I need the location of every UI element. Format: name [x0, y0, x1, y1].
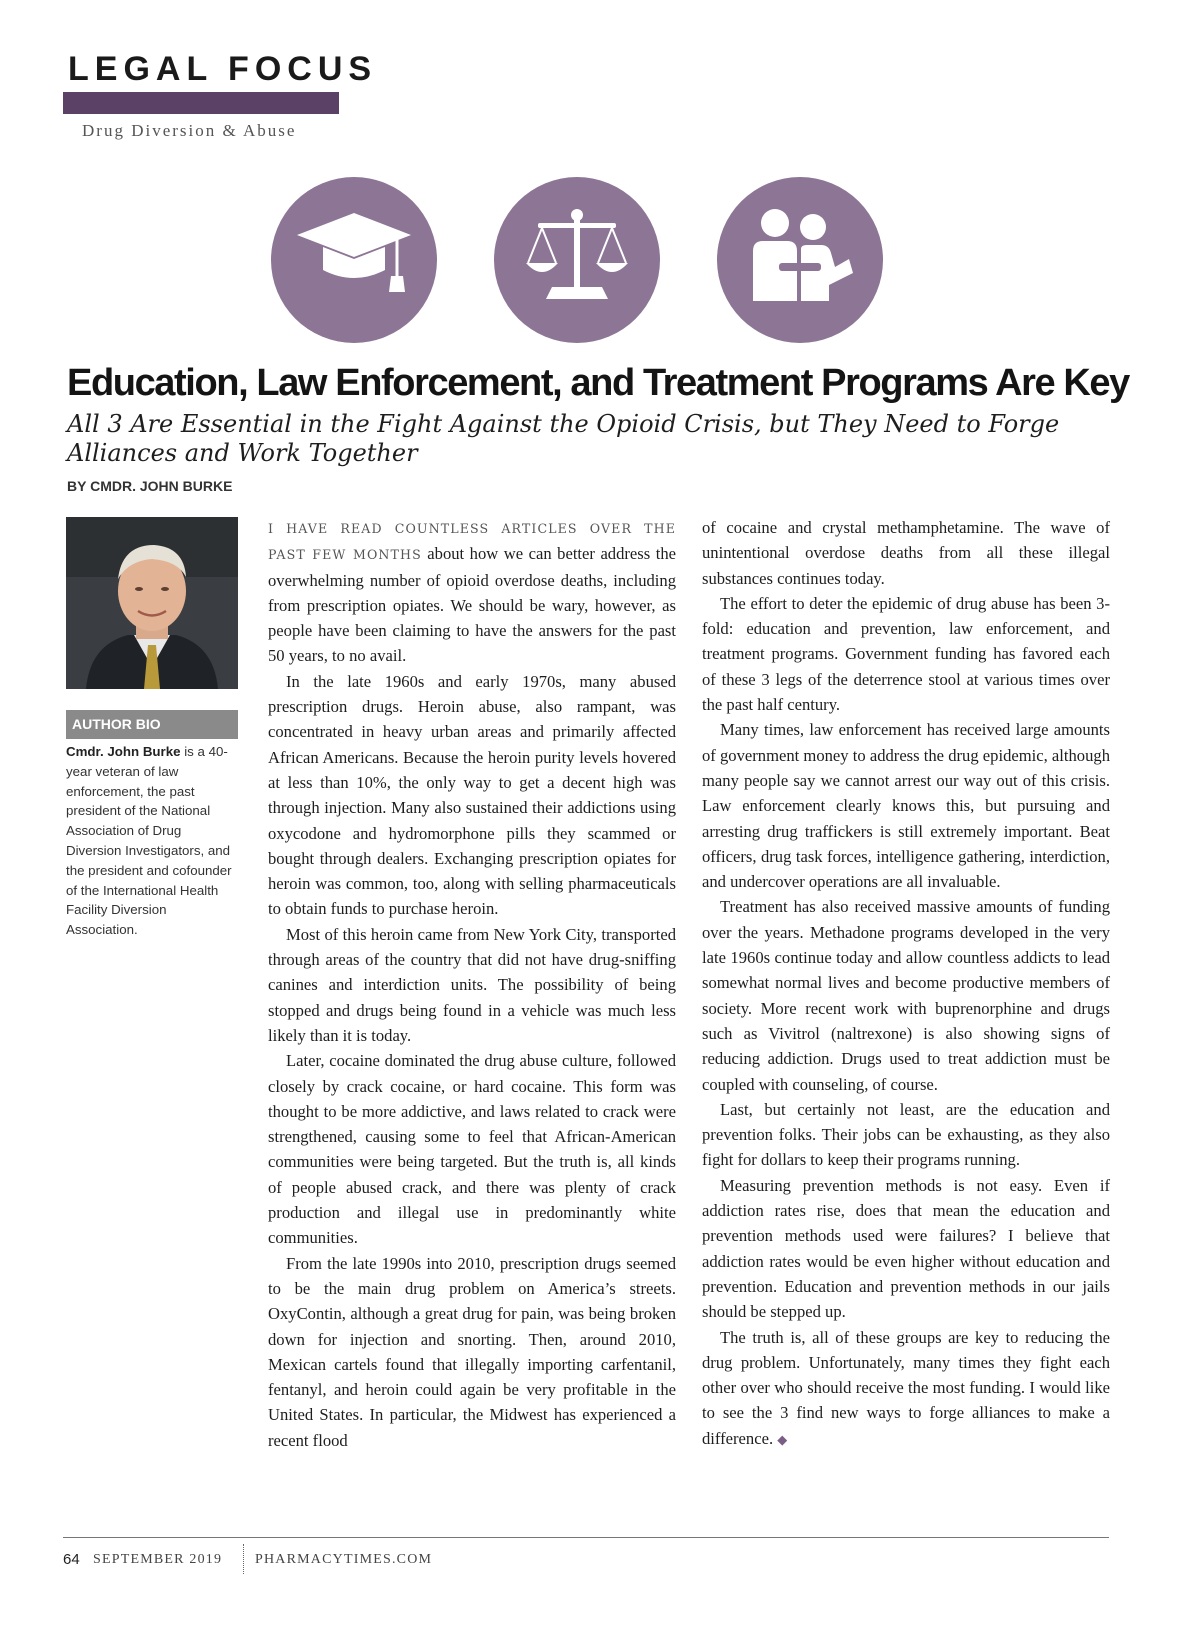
- footer-separator: [243, 1544, 244, 1574]
- author-name: Cmdr. John Burke: [66, 744, 181, 759]
- paragraph: Most of this heroin came from New York City, transported through areas of the country that did not have drug-sniffing canines and interdiction units. The possibility of being stopped and drugs being found in a vehicle was much less likely than it is today.: [268, 924, 676, 1045]
- paragraph: The effort to deter the epidemic of drug abuse has been 3-fold: education and prevention, law enforcement, and treatment programs. Government funding has favored each of these 3 legs of the deterrence stool at various times over the past half century.: [702, 593, 1110, 715]
- paragraph: of cocaine and crystal methamphetamine. The wave of unintentional overdose deaths from all these illegal substances continues today.: [702, 518, 1110, 588]
- paragraph: Measuring prevention methods is not easy. Even if addiction rates rise, does that mean the education and prevention methods used were failures? I believe that addiction rates would be even higher without education and prevention. Education and prevention methods in our jails should be stepped up.: [702, 1175, 1110, 1322]
- article-column-1: [268, 515, 676, 1453]
- author-bio-description: is a 40-year veteran of law enforcement, the past president of the National Association of Drug Diversion Investigators, and the president and cofounder of the International Health Facility Diversion Association.: [66, 744, 232, 938]
- paragraph: From the late 1990s into 2010, prescription drugs seemed to be the main drug problem on America’s streets. OxyContin, although a great drug for pain, was being broken down for injection and snorting. Then, around 2010, Mexican cartels found that illegally importing carfentanil, fentanyl, and heroin could again be very profitable in the United States. In particular, the Midwest has experienced a recent flood: [268, 1253, 676, 1450]
- paragraph: Many times, law enforcement has received large amounts of government money to address the drug epidemic, although many people say we cannot arrest our way out of this crisis. Law enforcement clearly knows this, but pursuing and arresting drug traffickers is still extremely important. Beat officers, drug task forces, intelligence gathering, interdiction, and undercover operations are all invaluable.: [702, 720, 1110, 892]
- article-subtitle: All 3 Are Essential in the Fight Against the Opioid Crisis, but They Need to Forge Alliances and Work Together: [67, 410, 1060, 467]
- scales-of-justice-icon: [494, 177, 660, 343]
- support-people-icon: [717, 177, 883, 343]
- issue-date: SEPTEMBER 2019: [93, 1552, 223, 1567]
- section-accent-bar: [63, 92, 339, 114]
- page-number: 64: [63, 1551, 80, 1568]
- article-column-2: [702, 515, 1110, 1452]
- paragraph: [702, 1325, 1110, 1452]
- paragraph: Treatment has also received massive amounts of funding over the years. Methadone programs developed in the very late 1960s continue today and allow countless addicts to lead somewhat normal lives and become productive members of society. More recent work with buprenorphine and drugs such as Vivitrol (naltrexone) is also showing signs of reducing addiction. Drugs used to treat addiction must be coupled with counseling, of course.: [702, 897, 1110, 1094]
- paragraph: Last, but certainly not least, are the education and prevention folks. Their jobs can be exhausting, as they also fight for dollars to keep their programs running.: [702, 1099, 1110, 1170]
- author-bio-text: [66, 742, 238, 940]
- lead-in: I HAVE READ COUNTLESS ARTICLES OVER THE PAST FEW MONTHS: [268, 521, 676, 563]
- paragraph: [268, 515, 676, 669]
- article-title: Education, Law Enforcement, and Treatment Programs Are Key: [67, 362, 1129, 404]
- icon-row: [0, 177, 1200, 343]
- byline: BY CMDR. JOHN BURKE: [67, 478, 233, 494]
- author-bio-header: AUTHOR BIO: [66, 710, 238, 739]
- author-photo: [66, 517, 238, 689]
- graduation-cap-icon: [271, 177, 437, 343]
- end-mark-icon: ◆: [777, 1431, 788, 1447]
- publication-site: PHARMACYTIMES.COM: [255, 1552, 433, 1567]
- section-label: LEGAL FOCUS: [68, 50, 378, 88]
- paragraph: Later, cocaine dominated the drug abuse culture, followed closely by crack cocaine, or hard cocaine. This form was thought to be more addictive, and laws related to crack were strengthened, causing some to feel that African-American communities were being targeted. But the truth is, all kinds of people abused crack, and there was plenty of crack production and illegal use in predominantly white communities.: [268, 1051, 676, 1248]
- section-subtitle: Drug Diversion & Abuse: [82, 121, 297, 140]
- paragraph-text: The truth is, all of these groups are key to reducing the drug problem. Unfortunately, many times they fight each other over who should receive the most funding. I would like to see the 3 find new ways to forge alliances to make a difference.: [702, 1327, 1110, 1448]
- paragraph-text: about how we can better address the overwhelming number of opioid overdose deaths, including from prescription opiates. We should be wary, however, as people have been claiming to have the answers for the past 50 years, to no avail.: [268, 544, 676, 666]
- paragraph: In the late 1960s and early 1970s, many abused prescription drugs. Heroin abuse, also rampant, was concentrated in heavy urban areas and primarily affected African Americans. Because the heroin purity levels hovered at less than 10%, the only way to get a decent high was through injection. Many also sustained their addictions using oxycodone and hydromorphone pills they scammed or bought through dealers. Exchanging prescription opiates for heroin was common, too, along with selling pharmaceuticals to obtain funds to purchase heroin.: [268, 671, 676, 919]
- footer-rule: [63, 1537, 1109, 1538]
